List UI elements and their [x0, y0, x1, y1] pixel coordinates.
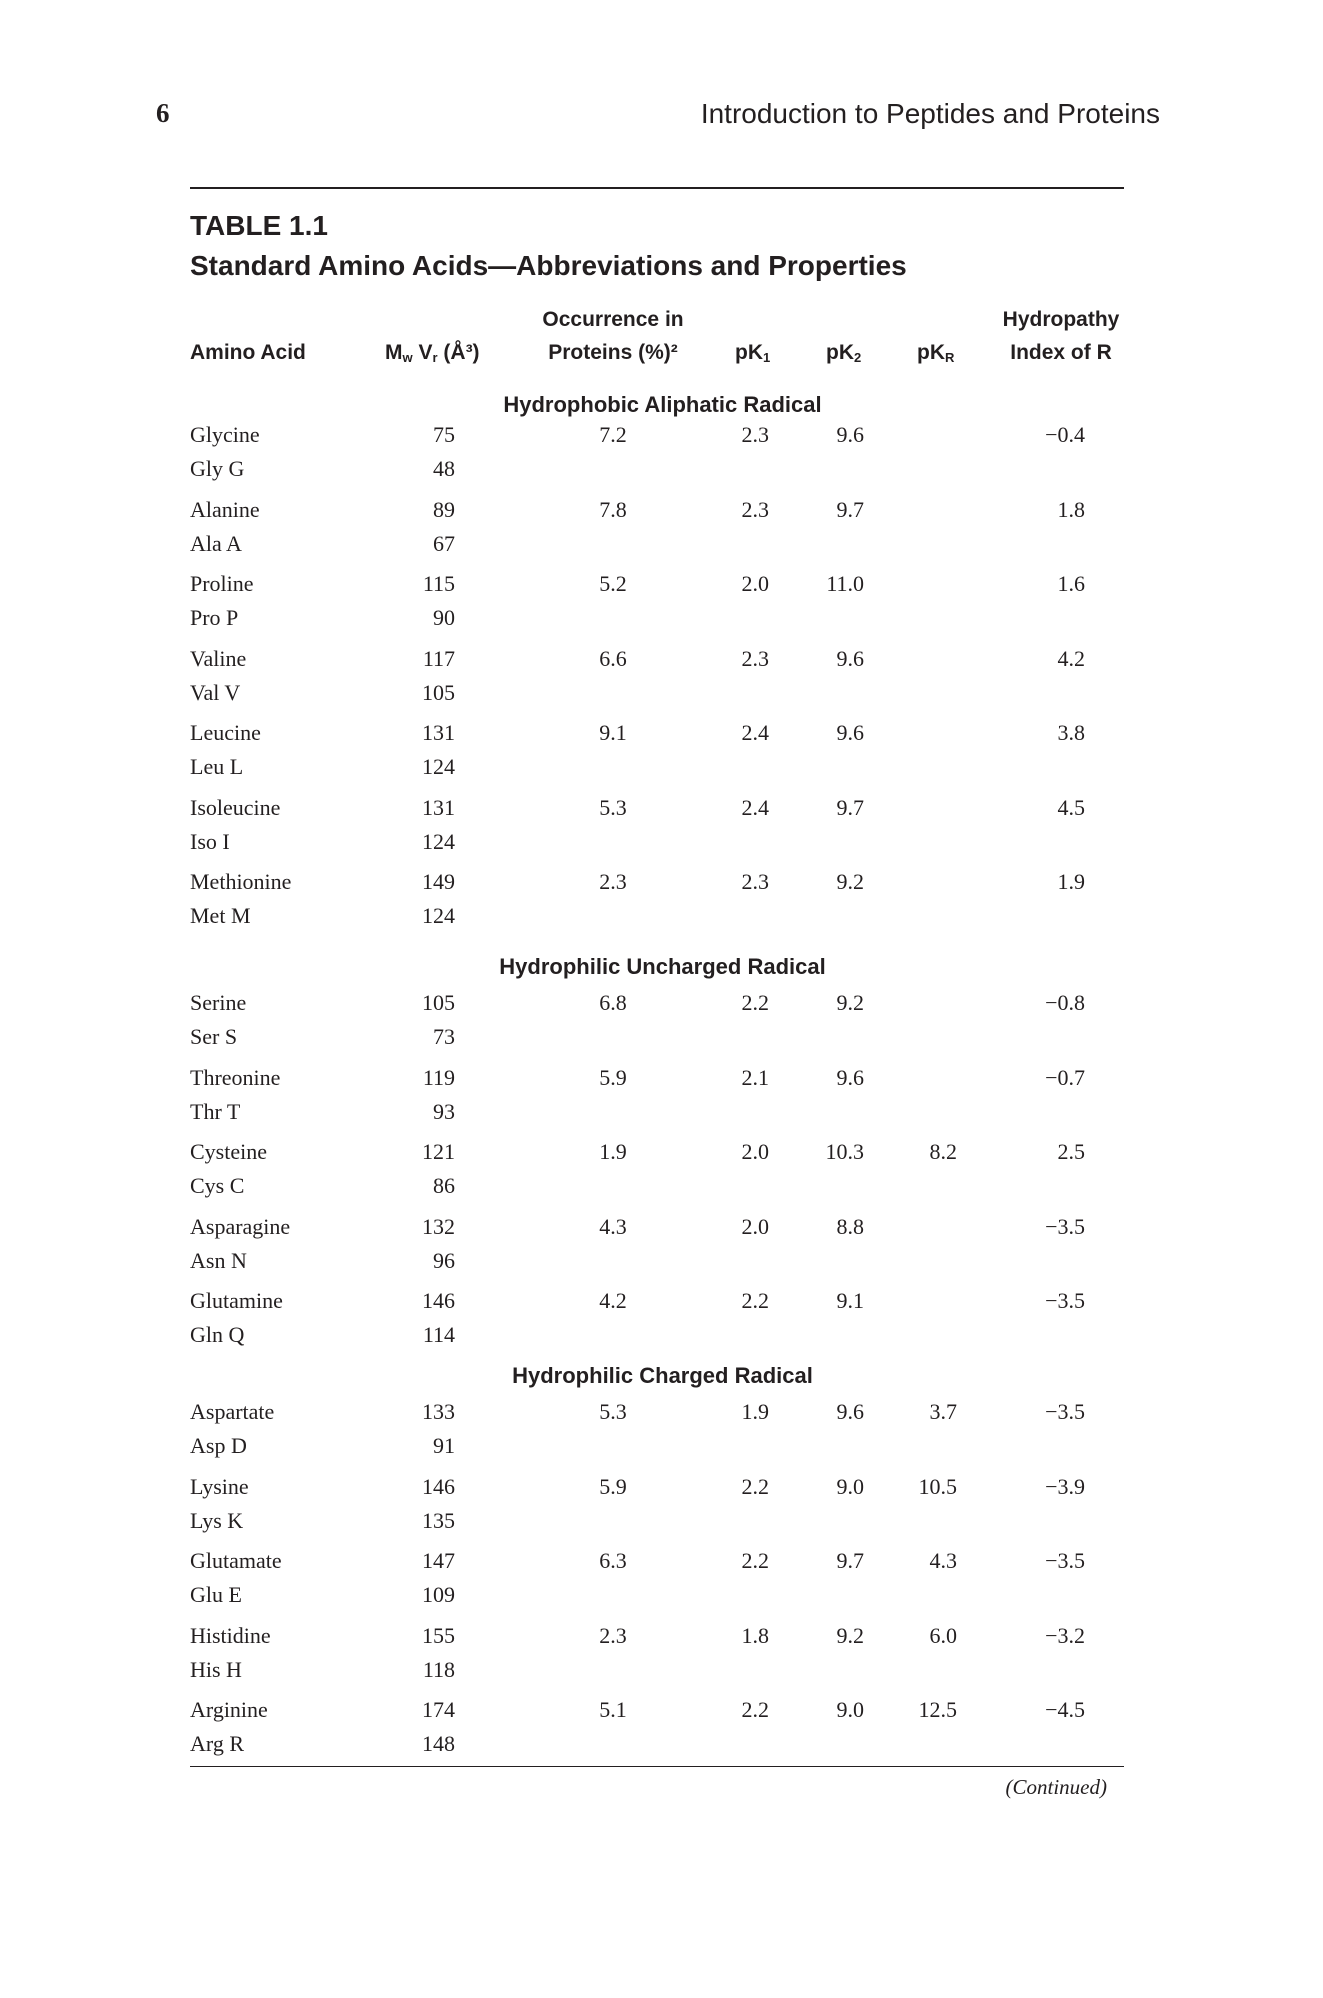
- cell-abbr: Glu E: [190, 1582, 242, 1607]
- cell-mw: 115: [422, 571, 455, 596]
- header-pk1-subscript: 1: [763, 350, 771, 365]
- section-heading-text: Hydrophilic Uncharged Radical: [499, 954, 826, 979]
- cell-abbr: Arg R: [190, 1731, 244, 1756]
- cell-abbr: Thr T: [190, 1098, 241, 1124]
- cell-mw: 131: [422, 720, 455, 745]
- header-hydropathy: [988, 303, 1134, 369]
- cell-pk2: 8.8: [836, 1213, 864, 1239]
- header-pkr: [917, 336, 954, 369]
- cell-pkr: 10.5: [918, 1473, 957, 1499]
- cell-abbr: Ser S: [190, 1024, 238, 1049]
- section-heading-text: Hydrophobic Aliphatic Radical: [503, 392, 822, 417]
- header-pk1: [735, 336, 770, 369]
- cell-abbr: Met M: [190, 903, 251, 928]
- cell-vr: 124: [422, 903, 455, 928]
- cell-pk1: 2.3: [741, 422, 769, 447]
- header-occurrence-line1: Occurrence in: [542, 308, 684, 331]
- cell-occ: 5.1: [599, 1697, 627, 1722]
- cell-pk1: 2.0: [741, 1213, 769, 1239]
- cell-occ: 5.9: [599, 1064, 627, 1090]
- cell-hyd: 4.5: [1057, 794, 1085, 820]
- cell-occ: 7.2: [599, 422, 627, 447]
- section-heading: [0, 954, 1323, 980]
- cell-pk2: 9.6: [836, 720, 864, 745]
- cell-hyd: −0.7: [1045, 1064, 1085, 1090]
- cell-abbr: Leu L: [190, 754, 244, 779]
- header-mw-subscript: w: [402, 350, 413, 365]
- cell-pk2: 9.2: [836, 990, 864, 1015]
- cell-vr: 86: [433, 1173, 455, 1198]
- cell-vr: 135: [422, 1507, 455, 1533]
- cell-mw: 121: [422, 1139, 455, 1164]
- cell-mw: 174: [422, 1697, 455, 1722]
- cell-pk2: 9.7: [836, 1548, 864, 1573]
- cell-name: Glutamine: [190, 1288, 283, 1313]
- cell-mw: 133: [422, 1399, 455, 1424]
- cell-hyd: −3.5: [1045, 1399, 1085, 1424]
- cell-abbr: Gln Q: [190, 1322, 245, 1347]
- cell-occ: 1.9: [599, 1139, 627, 1164]
- section-heading-text: Hydrophilic Charged Radical: [512, 1363, 813, 1388]
- cell-pk2: 9.0: [836, 1473, 864, 1499]
- cell-abbr: Lys K: [190, 1507, 244, 1533]
- cell-pk2: 9.6: [836, 422, 864, 447]
- cell-pk2: 9.7: [836, 496, 864, 522]
- cell-pk2: 9.6: [836, 1399, 864, 1424]
- header-pk2-symbol: pK: [826, 341, 854, 364]
- cell-pk2: 9.2: [836, 869, 864, 894]
- header-pk1-symbol: pK: [735, 341, 763, 364]
- cell-hyd: 3.8: [1057, 720, 1085, 745]
- cell-pk1: 2.0: [741, 1139, 769, 1164]
- cell-occ: 6.8: [599, 990, 627, 1015]
- cell-name: Threonine: [190, 1064, 281, 1090]
- header-pkr-symbol: pK: [917, 341, 945, 364]
- cell-pkr: 6.0: [929, 1622, 957, 1648]
- cell-name: Serine: [190, 990, 247, 1015]
- cell-name: Aspartate: [190, 1399, 275, 1424]
- cell-hyd: −3.9: [1045, 1473, 1085, 1499]
- header-vr-symbol: V: [418, 341, 433, 364]
- cell-name: Glutamate: [190, 1548, 282, 1573]
- cell-pk1: 2.3: [741, 645, 769, 671]
- cell-pkr: 3.7: [929, 1399, 957, 1424]
- cell-pk1: 1.9: [741, 1399, 769, 1424]
- cell-name: Proline: [190, 571, 254, 596]
- header-occurrence: [503, 303, 723, 369]
- cell-occ: 2.3: [599, 869, 627, 894]
- cell-pk1: 2.2: [741, 1288, 769, 1313]
- cell-occ: 5.9: [599, 1473, 627, 1499]
- cell-pk1: 2.2: [741, 1697, 769, 1722]
- cell-abbr: Asn N: [190, 1247, 247, 1273]
- cell-occ: 5.2: [599, 571, 627, 596]
- cell-pk1: 2.4: [741, 720, 769, 745]
- cell-mw: 75: [433, 422, 455, 447]
- cell-occ: 5.3: [599, 794, 627, 820]
- cell-hyd: 1.8: [1057, 496, 1085, 522]
- cell-mw: 149: [422, 869, 455, 894]
- cell-occ: 4.3: [599, 1213, 627, 1239]
- cell-pk1: 2.0: [741, 571, 769, 596]
- cell-name: Glycine: [190, 422, 260, 447]
- cell-pk2: 9.2: [836, 1622, 864, 1648]
- cell-name: Asparagine: [190, 1213, 291, 1239]
- cell-mw: 146: [422, 1473, 455, 1499]
- header-occurrence-line2: Proteins (%)²: [548, 341, 678, 364]
- cell-name: Arginine: [190, 1697, 268, 1722]
- cell-abbr: Asp D: [190, 1433, 247, 1458]
- cell-pk2: 9.6: [836, 1064, 864, 1090]
- cell-occ: 4.2: [599, 1288, 627, 1313]
- header-pk2-subscript: 2: [854, 350, 862, 365]
- cell-pk2: 9.6: [836, 645, 864, 671]
- cell-hyd: −4.5: [1045, 1697, 1085, 1722]
- cell-abbr: Val V: [190, 679, 241, 705]
- cell-pk2: 9.0: [836, 1697, 864, 1722]
- cell-vr: 105: [422, 679, 455, 705]
- cell-vr: 96: [433, 1247, 455, 1273]
- cell-mw: 155: [422, 1622, 455, 1648]
- cell-pk1: 2.2: [741, 990, 769, 1015]
- cell-abbr: Ala A: [190, 530, 242, 556]
- cell-mw: 146: [422, 1288, 455, 1313]
- cell-hyd: 1.9: [1057, 869, 1085, 894]
- table-title: Standard Amino Acids—Abbreviations and Properties: [190, 250, 907, 281]
- cell-occ: 2.3: [599, 1622, 627, 1648]
- cell-vr: 48: [433, 456, 455, 481]
- cell-abbr: His H: [190, 1656, 242, 1682]
- cell-mw: 132: [422, 1213, 455, 1239]
- cell-mw: 147: [422, 1548, 455, 1573]
- cell-occ: 6.3: [599, 1548, 627, 1573]
- running-head: Introduction to Peptides and Proteins: [700, 98, 1160, 129]
- cell-vr: 124: [422, 828, 455, 854]
- cell-vr: 93: [433, 1098, 455, 1124]
- page-number: 6: [156, 98, 170, 128]
- section-heading: [0, 392, 1323, 418]
- cell-vr: 114: [422, 1322, 455, 1347]
- cell-abbr: Iso I: [190, 828, 230, 854]
- cell-hyd: −0.4: [1045, 422, 1085, 447]
- cell-vr: 109: [422, 1582, 455, 1607]
- cell-pk1: 2.2: [741, 1548, 769, 1573]
- cell-occ: 7.8: [599, 496, 627, 522]
- header-mw-vr: [385, 336, 480, 369]
- cell-occ: 6.6: [599, 645, 627, 671]
- header-hydropathy-line1: Hydropathy: [1002, 308, 1120, 331]
- cell-occ: 9.1: [599, 720, 627, 745]
- cell-hyd: 2.5: [1057, 1139, 1085, 1164]
- cell-pk2: 10.3: [825, 1139, 864, 1164]
- cell-vr: 67: [433, 530, 455, 556]
- cell-name: Cysteine: [190, 1139, 267, 1164]
- cell-name: Isoleucine: [190, 794, 281, 820]
- header-pk2: [826, 336, 861, 369]
- header-pkr-subscript: R: [945, 350, 955, 365]
- cell-abbr: Cys C: [190, 1173, 245, 1198]
- cell-name: Leucine: [190, 720, 261, 745]
- cell-hyd: −0.8: [1045, 990, 1085, 1015]
- cell-pk1: 2.3: [741, 869, 769, 894]
- cell-pkr: 12.5: [918, 1697, 957, 1722]
- header-vr-subscript: r: [432, 350, 438, 365]
- cell-vr: 124: [422, 754, 455, 779]
- cell-mw: 89: [433, 496, 455, 522]
- cell-hyd: 4.2: [1057, 645, 1085, 671]
- cell-pk1: 2.3: [741, 496, 769, 522]
- cell-mw: 105: [422, 990, 455, 1015]
- header-hydropathy-line2: Index of R: [1010, 341, 1112, 364]
- cell-hyd: −3.2: [1045, 1622, 1085, 1648]
- cell-hyd: 1.6: [1057, 571, 1085, 596]
- cell-abbr: Gly G: [190, 456, 245, 481]
- cell-mw: 119: [422, 1064, 455, 1090]
- cell-vr: 118: [422, 1656, 455, 1682]
- cell-pk1: 1.8: [741, 1622, 769, 1648]
- cell-mw: 117: [422, 645, 455, 671]
- cell-vr: 91: [433, 1433, 455, 1458]
- cell-hyd: −3.5: [1045, 1213, 1085, 1239]
- cell-pk2: 9.7: [836, 794, 864, 820]
- table-top-rule: [190, 187, 1124, 189]
- cell-pk2: 9.1: [836, 1288, 864, 1313]
- cell-name: Lysine: [190, 1473, 249, 1499]
- cell-pk1: 2.2: [741, 1473, 769, 1499]
- cell-pkr: 4.3: [929, 1548, 957, 1573]
- header-mw-symbol: M: [385, 341, 403, 364]
- cell-pkr: 8.2: [929, 1139, 957, 1164]
- cell-mw: 131: [422, 794, 455, 820]
- cell-hyd: −3.5: [1045, 1288, 1085, 1313]
- cell-pk1: 2.1: [741, 1064, 769, 1090]
- cell-vr: 73: [433, 1024, 455, 1049]
- table-label: TABLE 1.1: [190, 210, 328, 241]
- cell-vr: 90: [433, 605, 455, 630]
- cell-pk1: 2.4: [741, 794, 769, 820]
- cell-pk2: 11.0: [826, 571, 864, 596]
- cell-name: Alanine: [190, 496, 260, 522]
- cell-name: Histidine: [190, 1622, 271, 1648]
- continued-note: (Continued): [1005, 1775, 1107, 1799]
- cell-name: Methionine: [190, 869, 292, 894]
- table-bottom-rule: [190, 1766, 1124, 1767]
- header-mw-unit: (Å³): [443, 341, 480, 364]
- cell-hyd: −3.5: [1045, 1548, 1085, 1573]
- cell-name: Valine: [190, 645, 247, 671]
- cell-occ: 5.3: [599, 1399, 627, 1424]
- cell-abbr: Pro P: [190, 605, 239, 630]
- cell-vr: 148: [422, 1731, 455, 1756]
- header-amino-acid: Amino Acid: [190, 341, 306, 364]
- section-heading: [0, 1363, 1323, 1389]
